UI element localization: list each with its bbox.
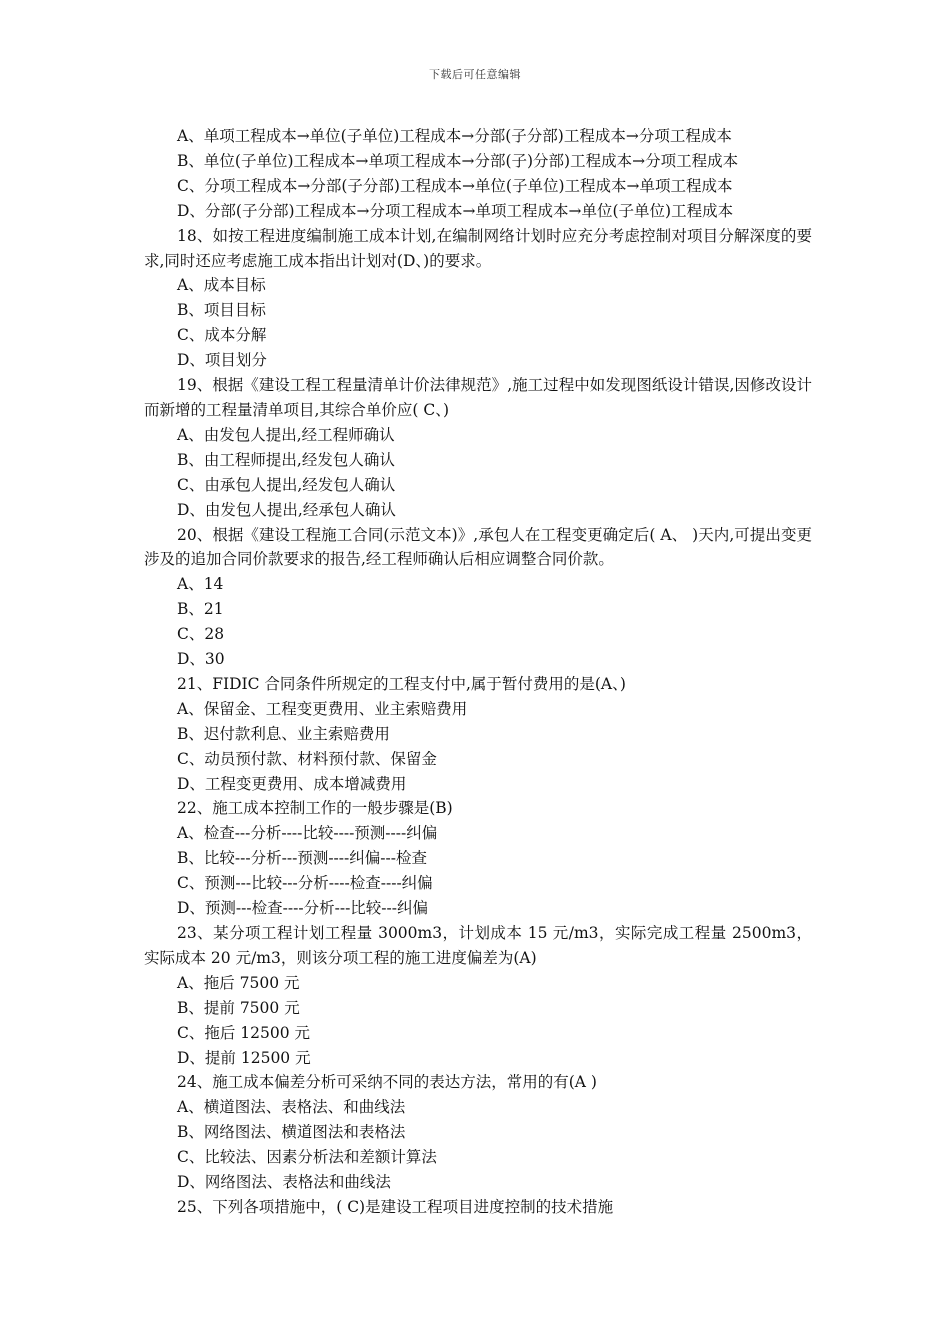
page-header-note: 下载后可任意编辑 bbox=[429, 68, 521, 81]
option-line: B、比较---分析---预测----纠偏---检查 bbox=[177, 849, 427, 868]
option-line: B、提前 7500 元 bbox=[177, 998, 300, 1017]
option-line: D、提前 12500 元 bbox=[177, 1048, 311, 1067]
option-line: A、横道图法、表格法、和曲线法 bbox=[177, 1098, 406, 1117]
question-23: 23、某分项工程计划工程量 3000m3，计划成本 15 元/m3，实际完成工程量 2500m3，实际成本 20 元/m3，则该分项工程的施工进度偏差为(A) bbox=[144, 924, 812, 967]
question-24: 24、施工成本偏差分析可采纳不同的表达方法，常用的有(A ) bbox=[177, 1073, 597, 1092]
option-line: B、迟付款利息、业主索赔费用 bbox=[177, 724, 390, 743]
option-line: C、28 bbox=[177, 625, 225, 644]
option-line: A、单项工程成本→单位(子单位)工程成本→分部(子分部)工程成本→分项工程成本 bbox=[177, 127, 732, 145]
option-line: C、由承包人提出,经发包人确认 bbox=[177, 475, 396, 494]
option-line: B、项目目标 bbox=[177, 301, 266, 320]
option-line: A、成本目标 bbox=[177, 276, 266, 295]
option-line: D、由发包人提出,经承包人确认 bbox=[177, 500, 396, 519]
option-line: A、14 bbox=[177, 575, 224, 594]
option-line: A、检查---分析----比较----预测----纠偏 bbox=[177, 824, 438, 843]
question-18: 18、如按工程进度编制施工成本计划,在编制网络计划时应充分考虑控制对项目分解深度的要求,同时还应考虑施工成本指出计划对(D、)的要求。 bbox=[144, 226, 812, 270]
option-line: C、比较法、因素分析法和差额计算法 bbox=[177, 1148, 437, 1167]
option-line: B、由工程师提出,经发包人确认 bbox=[177, 450, 395, 469]
question-20: 20、根据《建设工程施工合同(示范文本)》,承包人在工程变更确定后( A、 )天内,可提出变更涉及的追加合同价款要求的报告,经工程师确认后相应调整合同价款。 bbox=[144, 525, 812, 569]
option-line: D、项目划分 bbox=[177, 351, 267, 370]
option-line: C、动员预付款、材料预付款、保留金 bbox=[177, 749, 437, 768]
document-body bbox=[144, 124, 812, 1220]
question-21: 21、FIDIC 合同条件所规定的工程支付中,属于暂付费用的是(A、) bbox=[177, 674, 626, 693]
option-line: D、预测---检查----分析---比较---纠偏 bbox=[177, 899, 429, 918]
option-line: B、网络图法、横道图法和表格法 bbox=[177, 1123, 406, 1142]
option-line: D、工程变更费用、成本增减费用 bbox=[177, 774, 407, 793]
option-line: D、分部(子分部)工程成本→分项工程成本→单项工程成本→单位(子单位)工程成本 bbox=[177, 201, 734, 220]
question-19: 19、根据《建设工程工程量清单计价法律规范》,施工过程中如发现图纸设计错误,因修改设计而新增的工程量清单项目,其综合单价应( C、) bbox=[144, 376, 812, 419]
option-line: D、网络图法、表格法和曲线法 bbox=[177, 1173, 391, 1192]
option-line: D、30 bbox=[177, 650, 225, 669]
option-line: A、拖后 7500 元 bbox=[177, 973, 300, 992]
option-line: C、成本分解 bbox=[177, 326, 267, 345]
option-line: C、分项工程成本→分部(子分部)工程成本→单位(子单位)工程成本→单项工程成本 bbox=[177, 176, 733, 195]
question-25: 25、下列各项措施中，( C)是建设工程项目进度控制的技术措施 bbox=[177, 1197, 614, 1216]
question-22: 22、施工成本控制工作的一般步骤是(B) bbox=[177, 799, 453, 818]
option-line: B、单位(子单位)工程成本→单项工程成本→分部(子)分部)工程成本→分项工程成本 bbox=[177, 151, 739, 170]
option-line: B、21 bbox=[177, 600, 224, 619]
option-line: C、预测---比较---分析----检查----纠偏 bbox=[177, 874, 433, 893]
option-line: C、拖后 12500 元 bbox=[177, 1023, 311, 1042]
option-line: A、由发包人提出,经工程师确认 bbox=[177, 425, 395, 444]
option-line: A、保留金、工程变更费用、业主索赔费用 bbox=[177, 699, 468, 718]
